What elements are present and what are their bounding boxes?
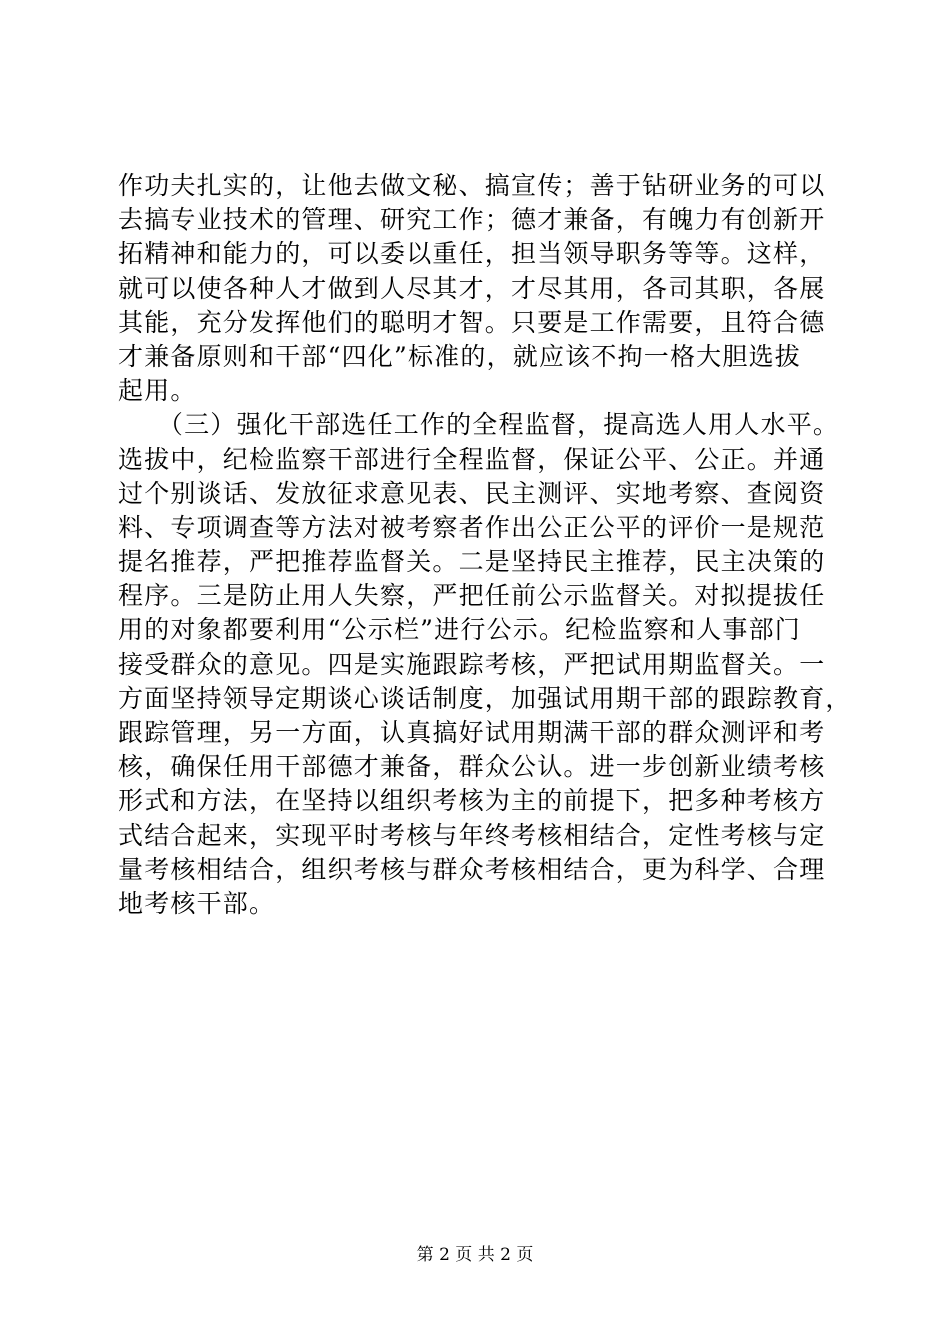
text-line: 式结合起来，实现平时考核与年终考核相结合，定性考核与定 xyxy=(118,820,826,850)
text-line: 选拔中，纪检监察干部进行全程监督，保证公平、公正。并通 xyxy=(118,444,826,474)
text-line: 量考核相结合，组织考核与群众考核相结合，更为科学、合理 xyxy=(118,854,826,884)
text-line: （三）强化干部选任工作的全程监督，提高选人用人水平。 xyxy=(118,410,840,440)
text-line: 其能，充分发挥他们的聪明才智。只要是工作需要，且符合德 xyxy=(118,307,826,337)
body-text xyxy=(118,169,852,921)
text-line: 料、专项调查等方法对被考察者作出公正公平的评价一是规范 xyxy=(118,512,826,542)
text-line: 作功夫扎实的，让他去做文秘、搞宣传；善于钻研业务的可以 xyxy=(118,171,826,200)
text-line: 程序。三是防止用人失察，严把任前公示监督关。对拟提拔任 xyxy=(118,581,826,611)
text-line: 形式和方法，在坚持以组织考核为主的前提下，把多种考核方 xyxy=(118,786,826,816)
text-line: 用的对象都要利用“公示栏”进行公示。纪检监察和人事部门 xyxy=(118,615,801,645)
page-footer xyxy=(0,1243,950,1267)
text-line: 拓精神和能力的，可以委以重任，担当领导职务等等。这样， xyxy=(118,239,826,269)
text-line: 核，确保任用干部德才兼备，群众公认。进一步创新业绩考核 xyxy=(118,752,826,782)
text-line: 接受群众的意见。四是实施跟踪考核，严把试用期监督关。一 xyxy=(118,649,826,679)
text-line: 方面坚持领导定期谈心谈话制度，加强试用期干部的跟踪教育， xyxy=(118,683,852,713)
page-number-label: 第 2 页 共 2 页 xyxy=(416,1245,534,1265)
text-line: 提名推荐，严把推荐监督关。二是坚持民主推荐，民主决策的 xyxy=(118,547,826,577)
text-line: 就可以使各种人才做到人尽其才，才尽其用，各司其职，各展 xyxy=(118,273,826,303)
text-line: 才兼备原则和干部“四化”标准的，就应该不拘一格大胆选拔 xyxy=(118,341,801,371)
text-line: 跟踪管理，另一方面，认真搞好试用期满干部的群众测评和考 xyxy=(118,718,826,747)
text-line: 起用。 xyxy=(118,376,197,406)
text-line: 地考核干部。 xyxy=(118,888,276,918)
text-line: 过个别谈话、发放征求意见表、民主测评、实地考察、查阅资 xyxy=(118,478,826,508)
text-line: 去搞专业技术的管理、研究工作；德才兼备，有魄力有创新开 xyxy=(118,205,826,235)
